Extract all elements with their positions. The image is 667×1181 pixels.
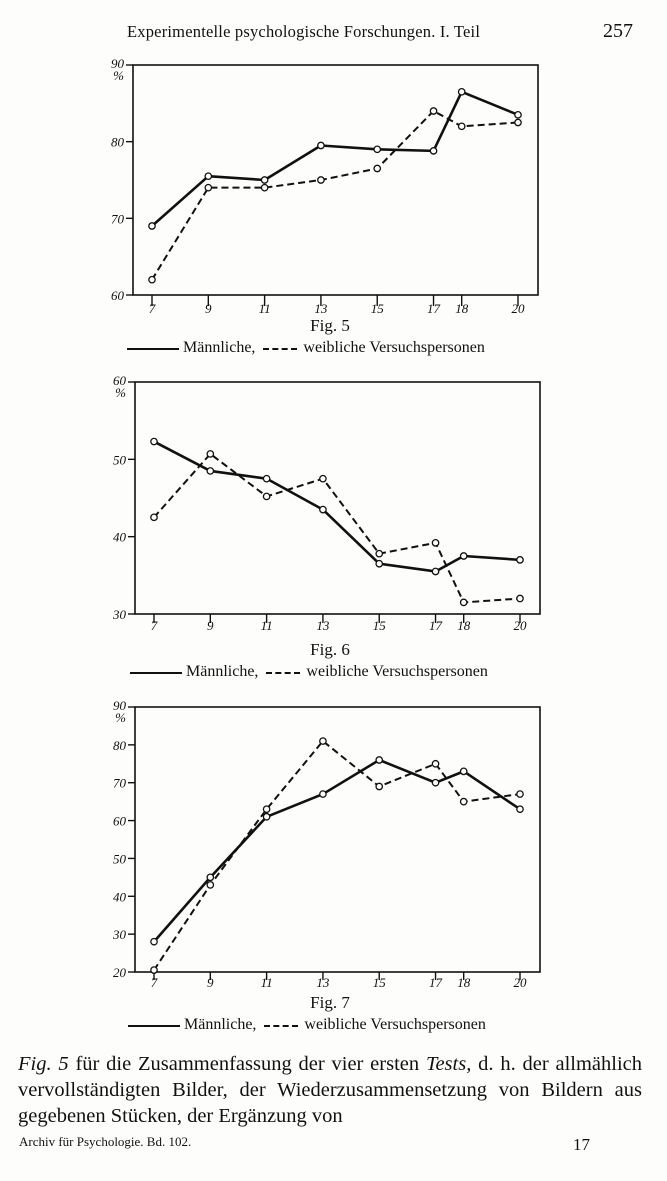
x-tick-label: 13	[316, 975, 330, 990]
y-tick-label: 80	[113, 737, 126, 753]
x-tick-label: 18	[455, 301, 469, 316]
male-data-point	[263, 814, 269, 820]
figure-5-caption: Fig. 5	[310, 316, 350, 335]
y-unit-label: %	[113, 68, 124, 83]
x-tick-label: 11	[260, 975, 273, 990]
y-tick-label: 50	[113, 851, 126, 867]
male-data-point	[151, 939, 157, 945]
male-series-line	[154, 760, 520, 942]
journal-footer: Archiv für Psychologie. Bd. 102.	[19, 1134, 192, 1149]
tests-word: Tests,	[425, 1053, 472, 1075]
solid-line-swatch	[128, 1025, 180, 1027]
female-series-line	[154, 741, 520, 970]
x-tick-label: 15	[372, 975, 386, 990]
y-tick-label: 70	[111, 211, 124, 227]
figure-7-caption: Fig. 7	[310, 993, 350, 1012]
female-data-point	[376, 783, 382, 789]
male-data-point	[376, 757, 382, 763]
female-data-point	[207, 882, 213, 888]
printer-signature: 17	[573, 1135, 590, 1154]
y-tick-label: 30	[113, 607, 126, 622]
y-unit-label: %	[115, 385, 126, 400]
x-tick-label: 13	[314, 301, 328, 316]
y-tick-label: 60	[111, 288, 124, 303]
male-data-point	[460, 768, 466, 774]
male-data-point	[207, 874, 213, 880]
y-tick-label: 90	[111, 56, 124, 71]
x-tick-label: 7	[150, 618, 158, 633]
female-data-point	[432, 761, 438, 767]
x-tick-label: 7	[150, 975, 158, 990]
legend-male-label: Männliche,	[184, 1016, 257, 1033]
fig-reference: Fig. 5	[18, 1053, 69, 1075]
figure-6-caption: Fig. 6	[310, 640, 350, 659]
y-tick-label: 80	[111, 134, 124, 150]
x-tick-label: 9	[205, 301, 212, 316]
y-tick-label: 50	[113, 452, 126, 468]
legend-female-label: weibliche Versuchspersonen	[304, 1016, 486, 1033]
x-tick-label: 11	[260, 618, 273, 633]
x-tick-label: 18	[457, 618, 471, 633]
x-tick-label: 7	[148, 301, 156, 316]
y-tick-label: 30	[113, 927, 126, 943]
x-tick-label: 17	[427, 301, 441, 316]
male-data-point	[517, 806, 523, 812]
legend-female-label: weibliche Versuchspersonen	[303, 339, 485, 356]
y-tick-label: 40	[113, 889, 126, 905]
male-data-point	[432, 780, 438, 786]
x-tick-label: 20	[513, 618, 527, 633]
y-unit-label: %	[115, 710, 126, 725]
dashed-line-swatch	[264, 1025, 298, 1027]
female-data-point	[151, 967, 157, 973]
female-data-point	[517, 791, 523, 797]
x-tick-label: 17	[429, 975, 443, 990]
y-tick-label: 60	[113, 373, 126, 388]
x-tick-label: 18	[457, 975, 471, 990]
legend-male-label: Männliche,	[183, 339, 256, 356]
y-tick-label: 70	[113, 775, 126, 791]
x-tick-label: 15	[372, 618, 386, 633]
page-number: 257	[603, 20, 633, 42]
x-tick-label: 15	[370, 301, 384, 316]
female-data-point	[263, 806, 269, 812]
female-data-point	[320, 738, 326, 744]
y-tick-label: 40	[113, 529, 126, 545]
male-data-point	[320, 791, 326, 797]
running-header: Experimentelle psychologische Forschungen. I. Teil	[127, 22, 481, 41]
x-tick-label: 20	[511, 301, 525, 316]
x-tick-label: 11	[258, 301, 271, 316]
plot-frame	[135, 707, 540, 972]
body-text-part1: für die Zusammenfassung der vier ersten	[68, 1053, 426, 1075]
x-tick-label: 9	[207, 975, 214, 990]
y-tick-label: 20	[113, 965, 126, 980]
x-tick-label: 9	[207, 618, 214, 633]
body-paragraph	[18, 1051, 642, 1129]
legend-male-label: Männliche,	[186, 663, 259, 680]
x-tick-label: 17	[429, 618, 443, 633]
y-tick-label: 60	[113, 813, 126, 829]
female-data-point	[460, 798, 466, 804]
x-tick-label: 13	[316, 618, 330, 633]
legend-female-label: weibliche Versuchspersonen	[306, 663, 488, 680]
x-tick-label: 20	[513, 975, 527, 990]
figure-7-legend	[128, 1016, 486, 1034]
body-text-part2: d. h. der allmählich vervollständigten Bilder, der Wiederzusammensetzung von Bildern aus gegebenen Stücken, der Ergänzung von	[18, 1053, 643, 1127]
y-tick-label: 90	[113, 698, 126, 713]
